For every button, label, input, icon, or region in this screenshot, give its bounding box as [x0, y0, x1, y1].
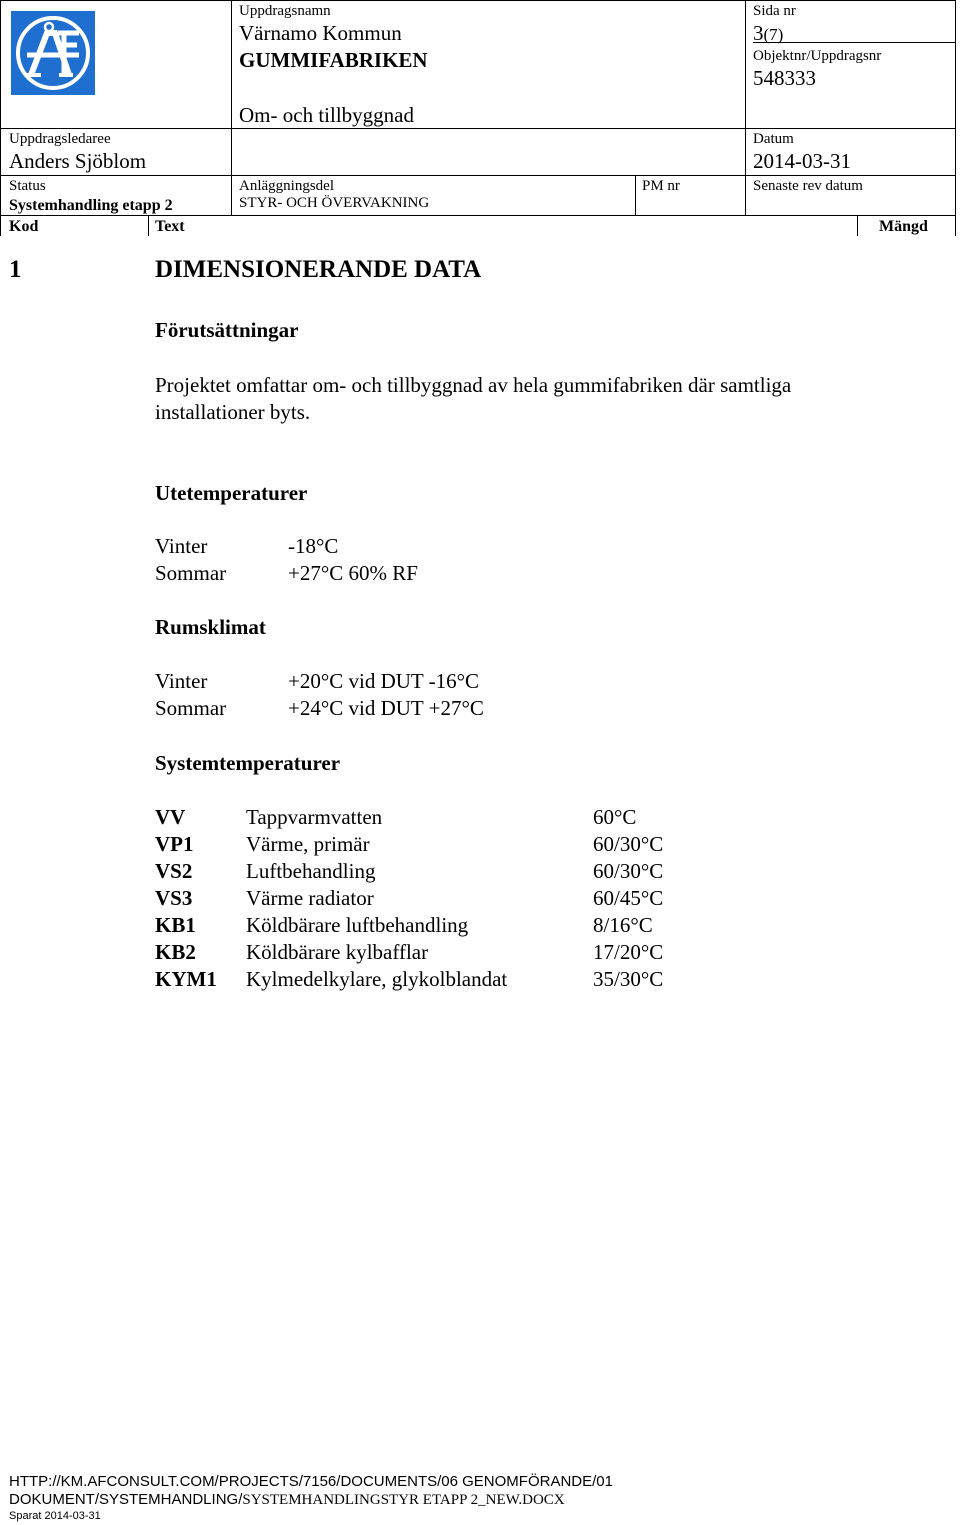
season-label: Sommar	[155, 696, 227, 720]
temperature-value: +24°C vid DUT +27°C	[288, 696, 484, 720]
page-number-field	[753, 21, 783, 47]
facility-label: Anläggningsdel	[239, 178, 334, 194]
project-name: GUMMIFABRIKEN	[239, 48, 428, 72]
system-code: KYM1	[155, 967, 217, 991]
system-temperature: 35/30°C	[593, 967, 664, 991]
page-number: 3	[753, 21, 764, 45]
system-code: KB2	[155, 940, 196, 964]
room-climate-heading: Rumsklimat	[155, 615, 266, 639]
season-label: Sommar	[155, 561, 227, 585]
system-temps-heading: Systemtemperaturer	[155, 751, 341, 775]
system-name: Köldbärare kylbafflar	[246, 940, 429, 964]
system-temperature: 8/16°C	[593, 913, 653, 937]
table-row	[155, 913, 855, 940]
facility-value: STYR- OCH ÖVERVAKNING	[239, 195, 430, 211]
table-row	[155, 832, 855, 859]
system-code: VV	[155, 805, 186, 829]
object-number: 548333	[753, 66, 816, 90]
system-temperature: 60°C	[593, 805, 637, 829]
system-temperature: 60/45°C	[593, 886, 664, 910]
status-label: Status	[9, 178, 46, 194]
list-item	[155, 534, 339, 559]
section-number: 1	[9, 256, 22, 283]
client-name: Värnamo Kommun	[239, 21, 402, 45]
system-code: VS3	[155, 886, 193, 910]
column-code: Kod	[9, 218, 39, 235]
revision-date-label: Senaste rev datum	[753, 178, 863, 194]
system-name: Värme radiator	[246, 886, 374, 910]
page-total: (7)	[763, 25, 784, 44]
system-name: Luftbehandling	[246, 859, 376, 883]
file-path-line-2	[9, 1491, 565, 1509]
leader-label: Uppdragsledaree	[9, 131, 111, 147]
column-quantity: Mängd	[879, 218, 928, 235]
section-title: DIMENSIONERANDE DATA	[155, 256, 482, 283]
page-label: Sida nr	[753, 3, 796, 19]
file-path-folder: DOKUMENT/SYSTEMHANDLING/	[9, 1491, 243, 1508]
system-name: Värme, primär	[246, 832, 370, 856]
temperature-value: -18°C	[288, 534, 339, 558]
file-name: SYSTEMHANDLINGSTYR ETAPP 2_NEW.DOCX	[242, 1492, 565, 1508]
list-item	[155, 561, 418, 586]
table-row	[155, 940, 855, 967]
outdoor-temps-heading: Utetemperaturer	[155, 481, 308, 505]
system-name: Tappvarmvatten	[246, 805, 383, 829]
temperature-value: +20°C vid DUT -16°C	[288, 669, 480, 693]
leader-name: Anders Sjöblom	[9, 149, 147, 173]
pm-number-label: PM nr	[642, 178, 680, 194]
table-row	[155, 859, 855, 886]
system-name: Kylmedelkylare, glykolblandat	[246, 967, 508, 991]
object-number-label: Objektnr/Uppdragsnr	[753, 48, 882, 64]
table-row	[155, 886, 855, 913]
list-item	[155, 669, 480, 694]
project-subtitle: Om- och tillbyggnad	[239, 103, 414, 127]
system-code: VP1	[155, 832, 194, 856]
season-label: Vinter	[155, 534, 208, 558]
date-label: Datum	[753, 131, 794, 147]
temperature-value: +27°C 60% RF	[288, 561, 418, 585]
assignment-name-label: Uppdragsnamn	[239, 3, 331, 19]
prerequisites-text: Projektet omfattar om- och tillbyggnad av hela gummifabriken där samtliga installationer byts.	[155, 373, 792, 424]
table-row	[155, 805, 855, 832]
table-row	[155, 967, 855, 994]
system-code: KB1	[155, 913, 196, 937]
season-label: Vinter	[155, 669, 208, 693]
file-path-line-1: HTTP://KM.AFCONSULT.COM/PROJECTS/7156/DOCUMENTS/06 GENOMFÖRANDE/01	[9, 1473, 613, 1490]
saved-date: Sparat 2014-03-31	[9, 1510, 101, 1522]
system-temperature: 60/30°C	[593, 832, 664, 856]
system-temperature: 60/30°C	[593, 859, 664, 883]
system-name: Köldbärare luftbehandling	[246, 913, 469, 937]
column-text: Text	[155, 218, 185, 235]
system-temperature: 17/20°C	[593, 940, 664, 964]
company-logo	[11, 11, 95, 95]
date-value: 2014-03-31	[753, 149, 851, 173]
list-item	[155, 696, 484, 721]
status-value: Systemhandling etapp 2	[9, 197, 173, 214]
prerequisites-heading: Förutsättningar	[155, 318, 299, 342]
system-code: VS2	[155, 859, 193, 883]
